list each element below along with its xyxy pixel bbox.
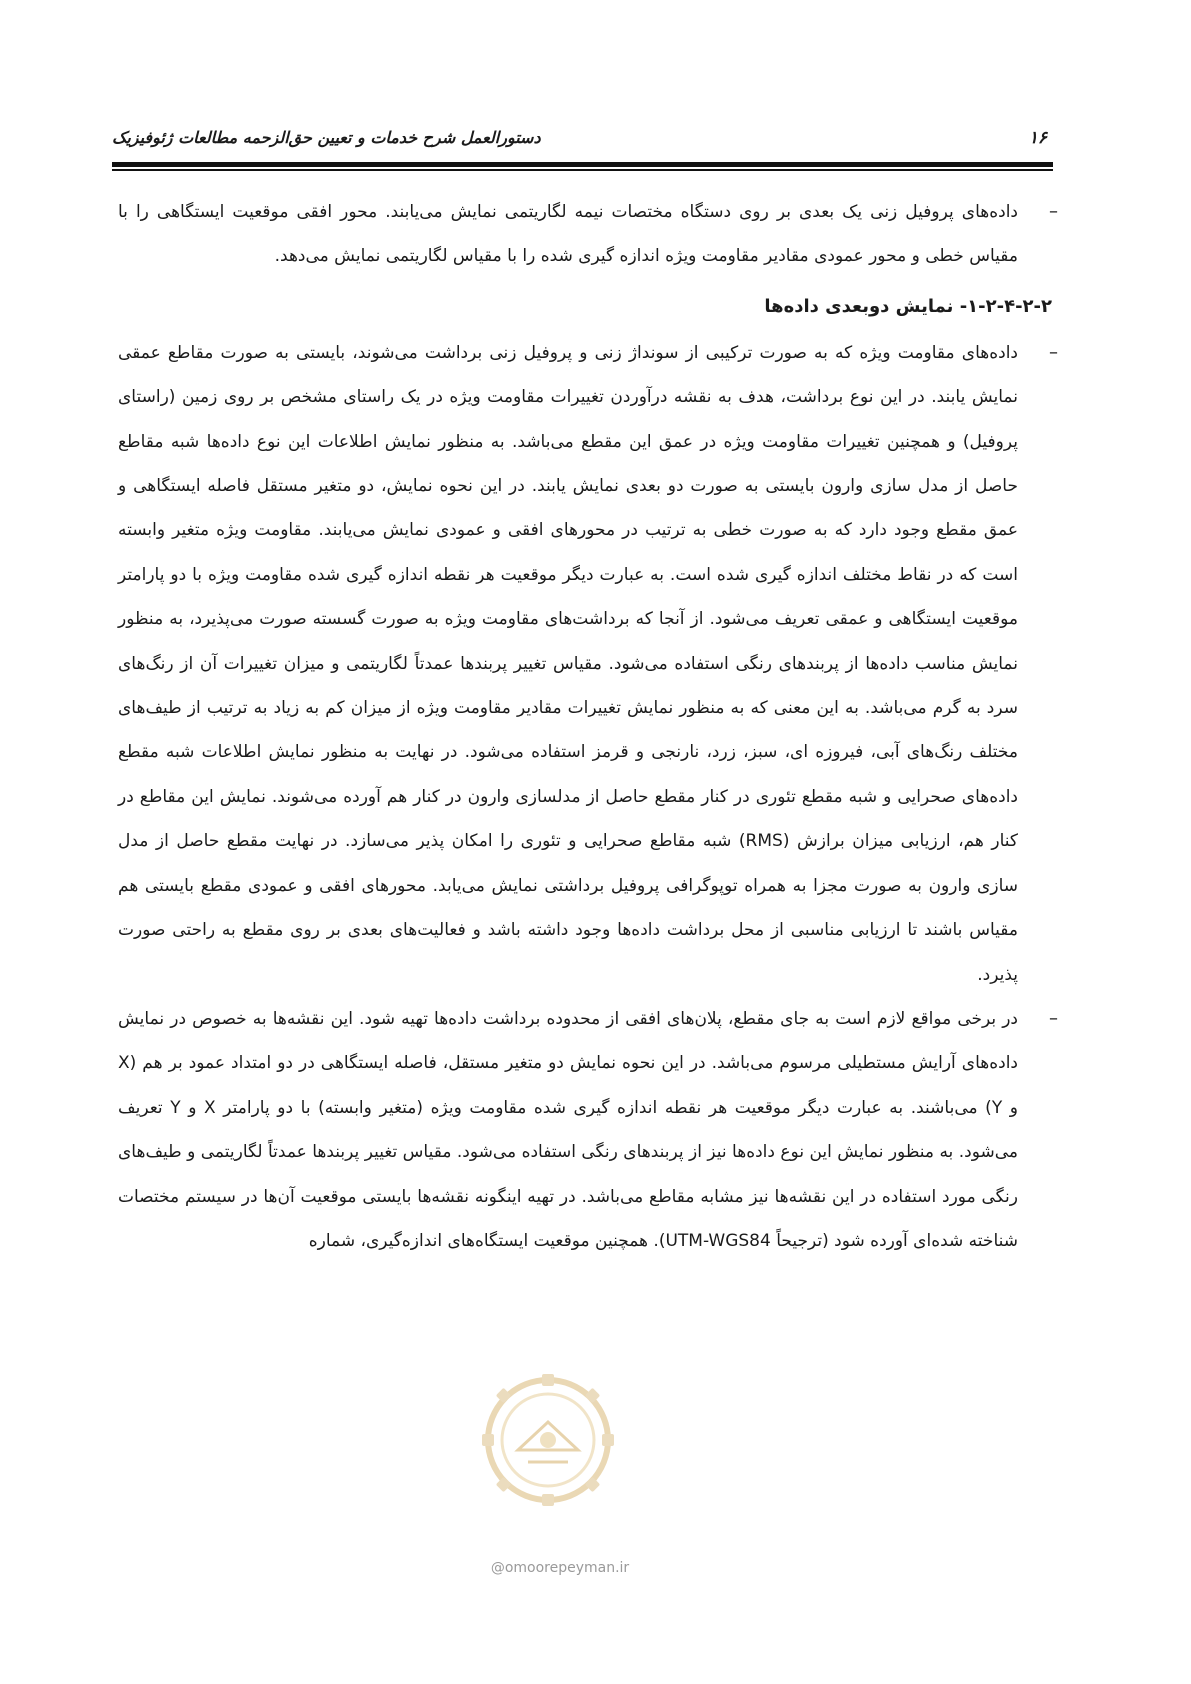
dash-bullet-icon: – xyxy=(1049,1007,1058,1029)
bullet-item-2d-sections xyxy=(118,331,1058,997)
bullet-item-1d-profile xyxy=(118,190,1058,279)
bullet-item-horizontal-plans xyxy=(118,997,1058,1263)
page-header xyxy=(112,128,1053,172)
paragraph: در برخی مواقع لازم است به جای مقطع، پلان‌های افقی از محدوده برداشت داده‌ها تهیه شود. این نقشه‌ها به خصوص در نمایش داده‌های آرایش مستطیلی مرسوم می‌باشد. در این نحوه نمایش دو متغیر مستقل، فاصله ایستگاهی در دو امتداد عمود بر هم (X و Y) می‌باشند. به عبارت دیگر موقعیت هر نقطه اندازه گیری شده مقاومت ویژه (متغیر وابسته) با دو پارامتر X و Y تعریف می‌شود. به منظور نمایش این نوع داده‌ها نیز از پربندهای رنگی استفاده می‌شود. مقیاس تغییر پربندها عمدتاً لگاریتمی و طیف‌های رنگی مورد استفاده در این نقشه‌ها نیز مشابه مقاطع می‌باشد. در تهیه اینگونه نقشه‌ها بایستی موقعیت آن‌ها در سیستم مختصات شناخته شده‌ای آورده شود (ترجیحاً UTM-WGS84). همچنین موقعیت ایستگاه‌های اندازه‌گیری، شماره xyxy=(118,1008,1018,1251)
dash-bullet-icon: – xyxy=(1049,201,1058,222)
page-number: ۱۶ xyxy=(1028,128,1047,148)
body-text xyxy=(118,190,1058,1263)
watermark-url: @omoorepeyman.ir xyxy=(490,1560,630,1576)
running-title: دستورالعمل شرح خدمات و تعیین حق‌الزحمه مطالعات ژئوفیزیک xyxy=(112,128,541,147)
paragraph: داده‌های پروفیل زنی یک بعدی بر روی دستگاه مختصات نیمه لگاریتمی نمایش می‌یابند. محور افقی موقعیت ایستگاهی را با مقیاس خطی و محور عمودی مقادیر مقاومت ویژه اندازه گیری شده را با مقیاس لگاریتمی نمایش می‌دهد. xyxy=(118,202,1018,267)
header-rule-thin xyxy=(112,169,1053,171)
header-rule-thick xyxy=(112,162,1053,167)
watermark-logo-icon xyxy=(478,1370,618,1510)
paragraph: داده‌های مقاومت ویژه که به صورت ترکیبی از سونداژ زنی و پروفیل زنی برداشت می‌شوند، بایستی به صورت مقاطع عمقی نمایش یابند. در این نوع برداشت، هدف به نقشه درآوردن تغییرات مقاومت ویژه در یک راستای مشخص بر روی زمین (راستای پروفیل) و همچنین تغییرات مقاومت ویژه در عمق این مقطع می‌باشد. به منظور نمایش اطلاعات این نوع داده‌ها شبه مقاطع حاصل از مدل سازی وارون بایستی به صورت دو بعدی نمایش یابند. در این نحوه نمایش، دو متغیر مستقل فاصله ایستگاهی و عمق مقطع وجود دارد که به صورت خطی به ترتیب در محورهای افقی و عمودی نمایش می‌یابند. مقاومت ویژه متغیر وابسته است که در نقاط مختلف اندازه گیری شده است. به عبارت دیگر موقعیت هر نقطه اندازه گیری شده مقاومت ویژه با دو پارامتر موقعیت ایستگاهی و عمقی تعریف می‌شود. از آنجا که برداشت‌های مقاومت ویژه به صورت گسسته صورت می‌پذیرد، به منظور نمایش مناسب داده‌ها از پربندهای رنگی استفاده می‌شود. مقیاس تغییر پربندها عمدتاً لگاریتمی و میزان تغییرات آن از رنگ‌های سرد به گرم می‌باشد. به این معنی که به منظور نمایش تغییرات مقادیر مقاومت ویژه از میزان کم به زیاد به ترتیب از طیف‌های مختلف رنگ‌های آبی، فیروزه ای، سبز، زرد، نارنجی و قرمز استفاده می‌شود. در نهایت به منظور نمایش اطلاعات شبه مقطع داده‌های صحرایی و شبه مقطع تئوری در کنار مقطع حاصل از مدلسازی وارون در کنار هم آورده می‌شوند. نمایش این مقاطع در کنار هم، ارزیابی میزان برازش (RMS) شبه مقاطع صحرایی و تئوری را امکان پذیر می‌سازد. در نهایت مقطع حاصل از مدل سازی وارون به صورت مجزا به همراه توپوگرافی پروفیل برداشتی نمایش می‌یابد. محورهای افقی و عمودی مقطع بایستی هم مقیاس باشند تا ارزیابی مناسبی از محل برداشت داده‌ها وجود داشته باشد و فعالیت‌های بعدی بر روی مقطع به راحتی صورت پذیرد. xyxy=(118,342,1018,985)
section-heading: ۱-۲-۴-۲-۲- نمایش دوبعدی داده‌ها xyxy=(764,295,1052,317)
dash-bullet-icon: – xyxy=(1049,341,1058,363)
